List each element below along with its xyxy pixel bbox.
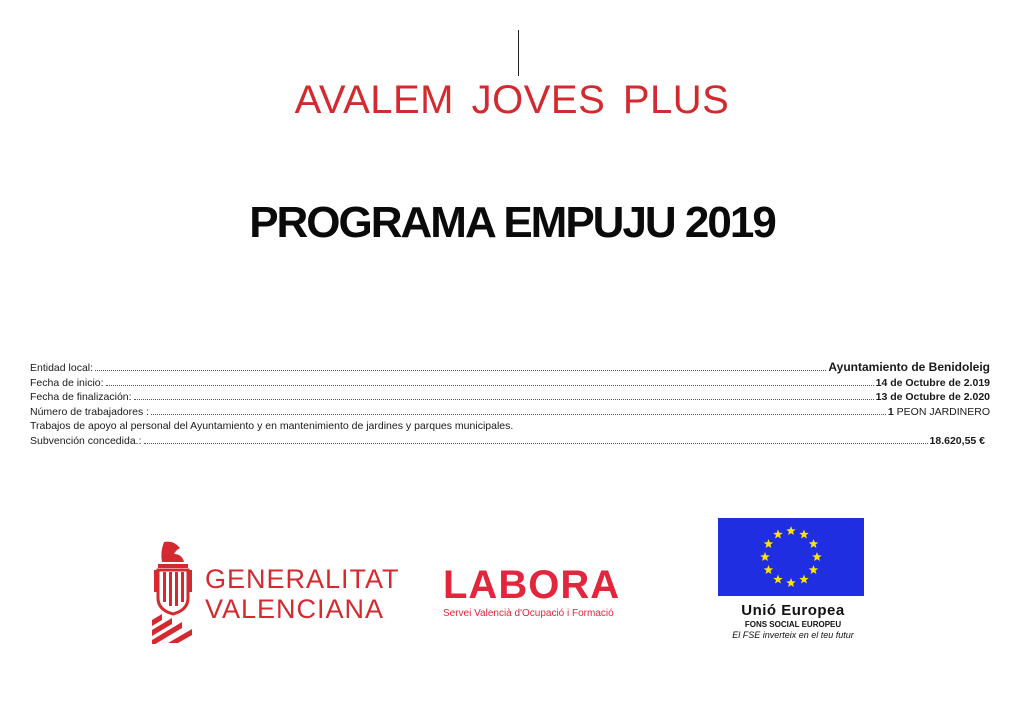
- gva-line2: VALENCIANA: [205, 594, 385, 624]
- page-title: PROGRAMA EMPUJU 2019: [249, 198, 775, 247]
- program-line: AVALEM JOVES PLUS: [294, 78, 730, 122]
- detail-row-descripcion: [30, 419, 990, 434]
- sponsor-logos: [0, 510, 1024, 660]
- generalitat-wordmark: [205, 564, 400, 624]
- program-details: [30, 360, 990, 448]
- european-union-logo: [718, 518, 868, 640]
- eu-motto: El FSE inverteix en el teu futur: [732, 630, 854, 640]
- trabajadores-count: 1: [887, 405, 894, 418]
- gva-line1: GENERALITAT: [205, 564, 400, 594]
- inicio-value: 14 de Octubre de 2.019: [875, 376, 990, 389]
- eu-flag-icon: [718, 518, 864, 596]
- detail-row-fin: [30, 390, 990, 405]
- trabajadores-value: PEON JARDINERO: [896, 405, 990, 418]
- top-divider-line: [518, 30, 519, 76]
- subvencion-value: 18.620,55 €: [929, 434, 985, 447]
- fin-value: 13 de Octubre de 2.020: [875, 391, 990, 403]
- entidad-label: Entidad local:: [30, 362, 94, 374]
- inicio-label: Fecha de inicio:: [30, 376, 104, 389]
- subvencion-label: Subvención concedida.:: [30, 434, 142, 447]
- leader-dots: [151, 405, 886, 415]
- leader-dots: [144, 434, 928, 444]
- leader-dots: [106, 376, 874, 386]
- trabajadores-label: Número de trabajadores :: [30, 405, 150, 418]
- descripcion-text: Trabajos de apoyo al personal del Ayuntamiento y en mantenimiento de jardines y parques municipales.: [30, 420, 514, 432]
- eu-name: Unió Europea: [741, 602, 845, 619]
- entidad-value: Ayuntamiento de Benidoleig: [828, 360, 990, 374]
- leader-dots: [134, 390, 874, 400]
- generalitat-valenciana-logo: [150, 540, 400, 645]
- generalitat-crest-icon: [150, 540, 196, 644]
- eu-fund: FONS SOCIAL EUROPEU: [744, 620, 842, 629]
- detail-row-entidad: [30, 360, 990, 376]
- labora-wordmark: LABORA: [443, 563, 621, 607]
- labora-tagline: Servei Valencià d'Ocupació i Formació: [443, 608, 614, 619]
- fin-label: Fecha de finalización:: [30, 391, 132, 403]
- labora-logo: [443, 565, 643, 619]
- detail-row-inicio: [30, 376, 990, 391]
- detail-row-trabajadores: [30, 405, 990, 420]
- leader-dots: [95, 361, 826, 371]
- detail-row-subvencion: [30, 434, 985, 449]
